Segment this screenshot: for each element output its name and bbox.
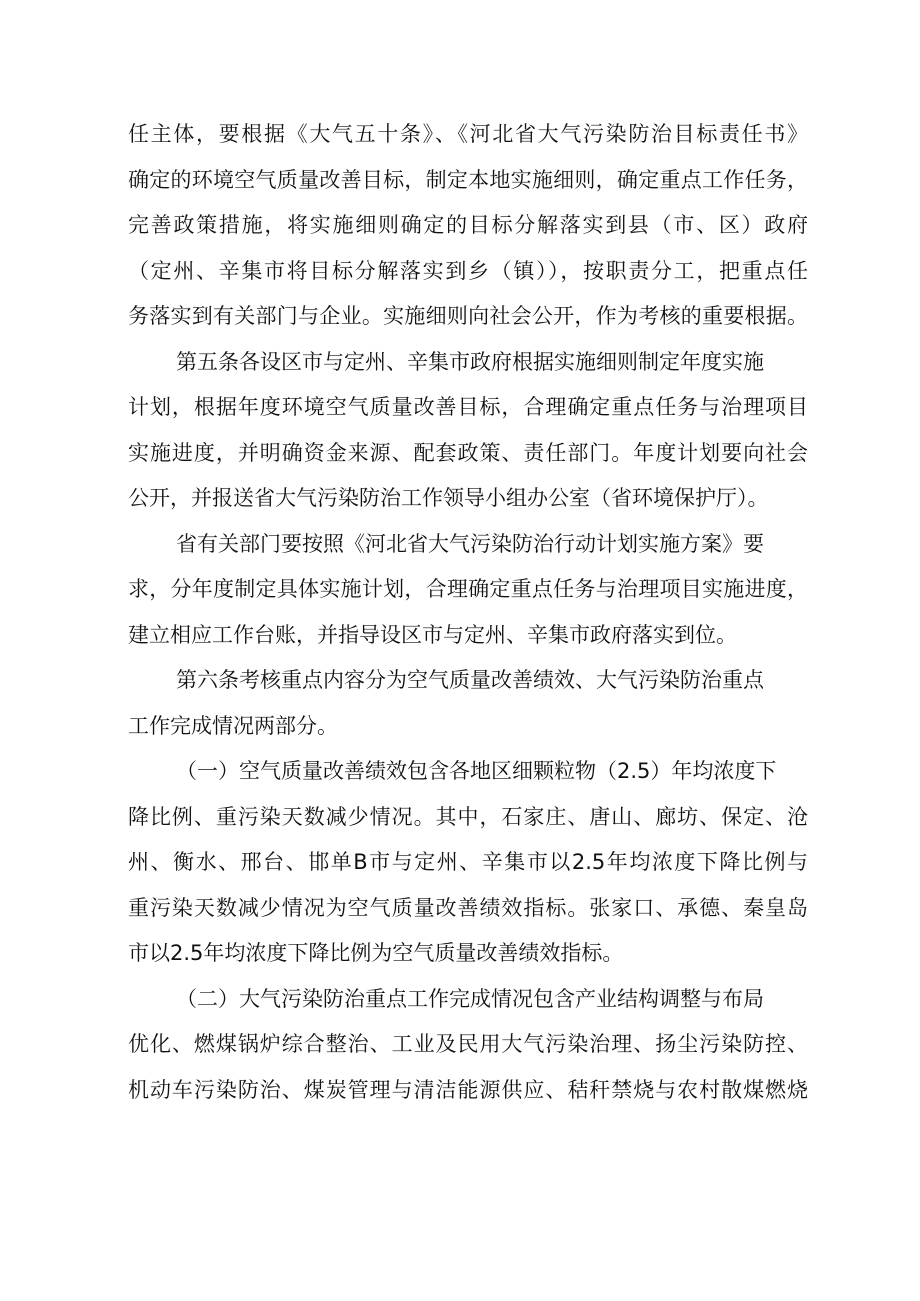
text-line: 公开，并报送省大气污染防治工作领导小组办公室（省环境保护厅）。 [128,486,769,510]
text-line: 计划，根据年度环境空气质量改善目标，合理确定重点任务与治理项目 [128,395,808,419]
text-line: （二）大气污染防治重点工作完成情况包含产业结构调整与布局 [176,986,764,1011]
text-line: 机动车污染防治、煤炭管理与清洁能源供应、秸秆禁烧与农村散煤燃烧 [128,1077,808,1102]
text-line: 务落实到有关部门与企业。实施细则向社会公开，作为考核的重要根据。 [128,304,808,328]
text-line: （定州、辛集市将目标分解落实到乡（镇）），按职责分工，把重点任 [128,258,808,283]
text-line: 市以2.5年均浓度下降比例为空气质量改善绩效指标。 [128,941,624,965]
text-line: 重污染天数减少情况为空气质量改善绩效指标。张家口、承德、秦皇岛 [128,895,808,920]
text-line: （一）空气质量改善绩效包含各地区细颗粒物（2.5）年均浓度下 [176,759,777,783]
text-line: 州、衡水、邢台、邯单B市与定州、辛集市以2.5年均浓度下降比例与 [128,850,808,874]
document-body [128,112,808,1113]
text-line: 第六条考核重点内容分为空气质量改善绩效、大气污染防治重点 [176,668,764,692]
text-line: 第五条各设区市与定州、辛集市政府根据实施细则制定年度实施 [176,349,764,374]
text-line: 求，分年度制定具体实施计划，合理确定重点任务与治理项目实施进度， [128,577,808,601]
text-line: 建立相应工作台账，并指导设区市与定州、辛集市政府落实到位。 [128,622,737,647]
text-line: 确定的环境空气质量改善目标，制定本地实施细则，确定重点工作任务， [128,167,808,192]
text-line: 降比例、重污染天数减少情况。其中，石家庄、唐山、廊坊、保定、沧 [128,804,808,829]
text-line: 工作完成情况两部分。 [128,713,338,738]
text-line: 优化、燃煤锅炉综合整治、工业及民用大气污染治理、扬尘污染防控、 [128,1032,808,1056]
text-line: 实施进度，并明确资金来源、配套政策、责任部门。年度计划要向社会 [128,440,808,465]
text-line: 省有关部门要按照《河北省大气污染防治行动计划实施方案》要 [176,531,764,556]
text-line: 完善政策措施，将实施细则确定的目标分解落实到县（市、区）政府 [128,213,808,237]
text-line: 任主体，要根据《大气五十条》、《河北省大气污染防治目标责任书》 [128,122,808,146]
